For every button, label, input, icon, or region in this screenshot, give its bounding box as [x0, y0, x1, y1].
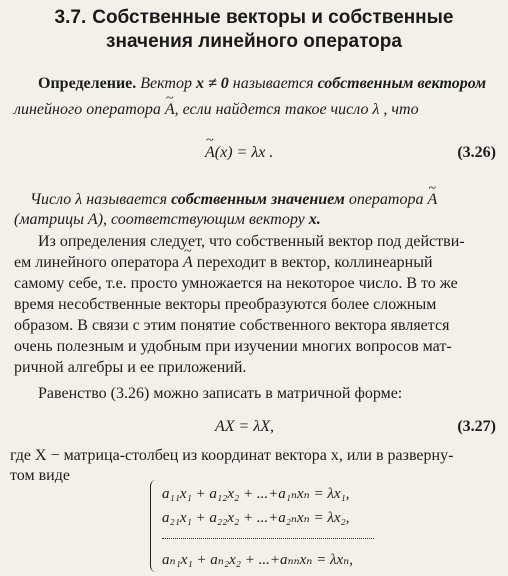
system-row-2: a₂₁x₁ + a₂₂x₂ + ...+a₂ₙxₙ = λx₂, [162, 510, 350, 526]
eigenvalue-term: собственным значением [171, 191, 345, 208]
heading-text-1: Собственные векторы и собственные [92, 7, 454, 28]
paragraph-1-line-4: время несобственные векторы преобразуются более сложным [14, 296, 437, 313]
paragraph-3-line-2: том виде [10, 467, 70, 484]
operator-symbol: ~ A [427, 190, 437, 210]
paragraph-2: Равенство (3.26) можно записать в матричной форме: [38, 385, 403, 402]
definition-term: собственным вектором [317, 75, 487, 92]
eigenvalue-text: (матрицы A), соответствующим вектору [14, 211, 305, 228]
definition-text: Вектор [140, 75, 192, 92]
definition-var: x ≠ 0 [195, 75, 229, 92]
eigenvalue-line-2 [14, 210, 321, 230]
equation-system [150, 480, 380, 574]
eigenvalue-text: оператора [348, 191, 424, 208]
heading-line-2: значения линейного оператора [106, 31, 402, 52]
operator-symbol: ~ A [205, 144, 215, 162]
paragraph-1-line-5: образом. В связи с этим понятие собственного вектора является [14, 317, 450, 334]
operator-symbol: ~ A [183, 253, 193, 273]
paragraph-1-line-1: Из определения следует, что собственный вектор под действи- [38, 233, 465, 250]
system-brace [150, 480, 157, 572]
system-ellipsis-row [162, 538, 374, 539]
equation-body: (x) = λx . [214, 144, 274, 161]
paragraph-1-line-3: самому себе, т.е. просто умножается на некоторое число. В то же [14, 275, 458, 292]
paragraph-1-line-2 [14, 253, 433, 273]
eigenvalue-line-1 [30, 190, 437, 210]
definition-text: если найдется такое число λ , что [182, 101, 419, 118]
equation-3-27: AX = λX, [215, 418, 275, 435]
heading-line-1 [0, 6, 508, 30]
definition-label: Определение. [38, 75, 137, 92]
definition-line-1 [38, 74, 486, 94]
equation-3-26 [205, 144, 273, 162]
section-number: 3.7. [54, 7, 87, 28]
system-row-1: a₁₁x₁ + a₁₂x₂ + ...+a₁ₙxₙ = λx₁, [162, 486, 350, 502]
eigenvalue-text: Число λ называется [30, 191, 168, 208]
system-row-3: aₙ₁x₁ + aₙ₂x₂ + ...+aₙₙxₙ = λxₙ, [162, 552, 353, 568]
definition-line-2 [14, 100, 419, 120]
paragraph-text: переходит в вектор, коллинеарный [196, 254, 433, 271]
operator-symbol: ~ A, [165, 100, 179, 120]
equation-number-3-27: (3.27) [457, 418, 496, 435]
definition-text: называется [232, 75, 314, 92]
paragraph-3-line-1: где X − матрица-столбец из координат вектора x, или в разверну- [10, 447, 454, 464]
equation-number-3-26: (3.26) [457, 144, 496, 161]
paragraph-text: ем линейного оператора [14, 254, 179, 271]
paragraph-1-line-6: очень полезным и удобным при изучении многих вопросов мат- [14, 338, 452, 355]
section-heading [0, 6, 508, 54]
paragraph-1-line-7: ричной алгебры и ее приложений. [14, 359, 247, 376]
eigenvalue-var: x. [308, 211, 321, 228]
definition-text: линейного оператора [14, 101, 161, 118]
